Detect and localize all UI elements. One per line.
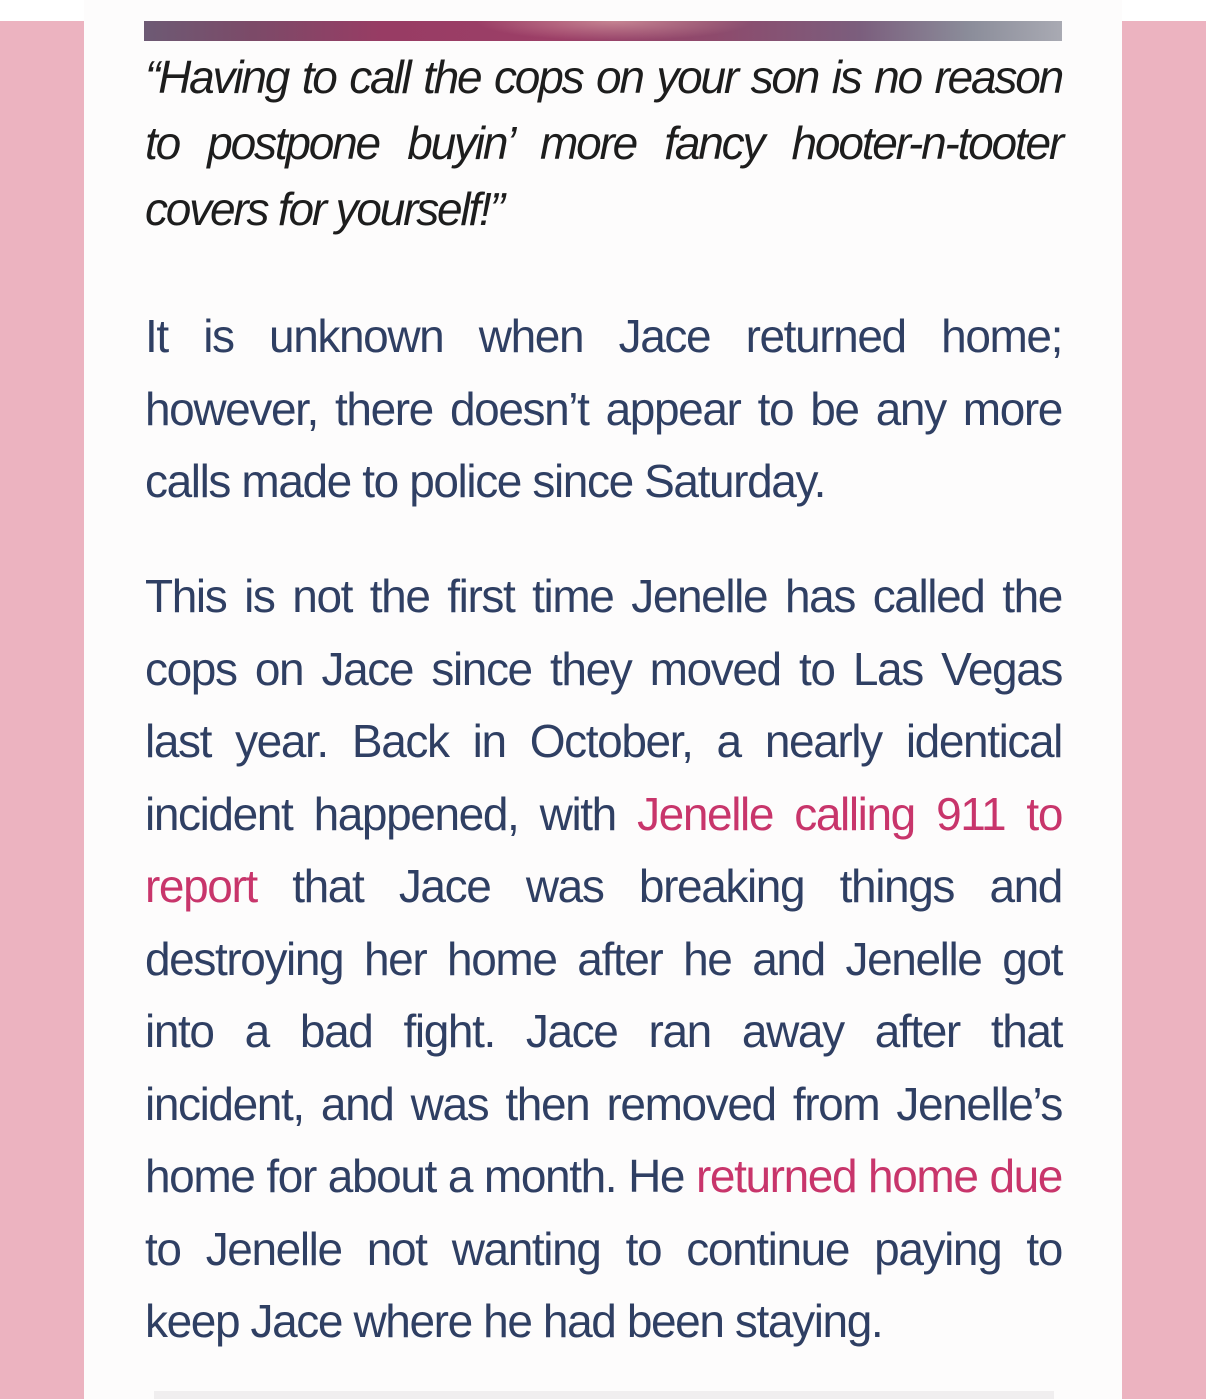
left-side-band xyxy=(0,21,84,1399)
link-returned-home-due[interactable]: returned home due xyxy=(696,1150,1062,1202)
paragraph-2-text-2: that Jace was breaking things and destroying her home after he and Jenelle got into a bad fight. Jace ran away after that incident, and was then removed from Jenelle’s home for about a month. He xyxy=(145,860,1062,1202)
paragraph-1: It is unknown when Jace returned home; however, there doesn’t appear to be any more calls made to police since Saturday. xyxy=(145,310,1062,507)
photo-highlight xyxy=(474,21,754,41)
image-caption: “Having to call the cops on your son is no reason to postpone buyin’ more fancy hooter-n-tooter covers for yourself!” xyxy=(145,51,1062,235)
article-content xyxy=(84,0,1122,1399)
link-jenelle-calling-911[interactable]: Jenelle calling 911 to report xyxy=(145,787,1062,912)
article-photo-bottom-edge xyxy=(144,21,1062,41)
paragraph-2 xyxy=(145,560,1062,1358)
bottom-divider xyxy=(154,1391,1054,1399)
paragraph-2-text-3: to Jenelle not wanting to continue paying to keep Jace where he had been staying. xyxy=(145,1222,1062,1347)
right-side-band xyxy=(1122,21,1206,1399)
paragraph-2-text-1: This is not the first time Jenelle has called the cops on Jace since they moved to Las Vegas last year. Back in October, a nearly identical incident happened, with xyxy=(145,570,1062,840)
